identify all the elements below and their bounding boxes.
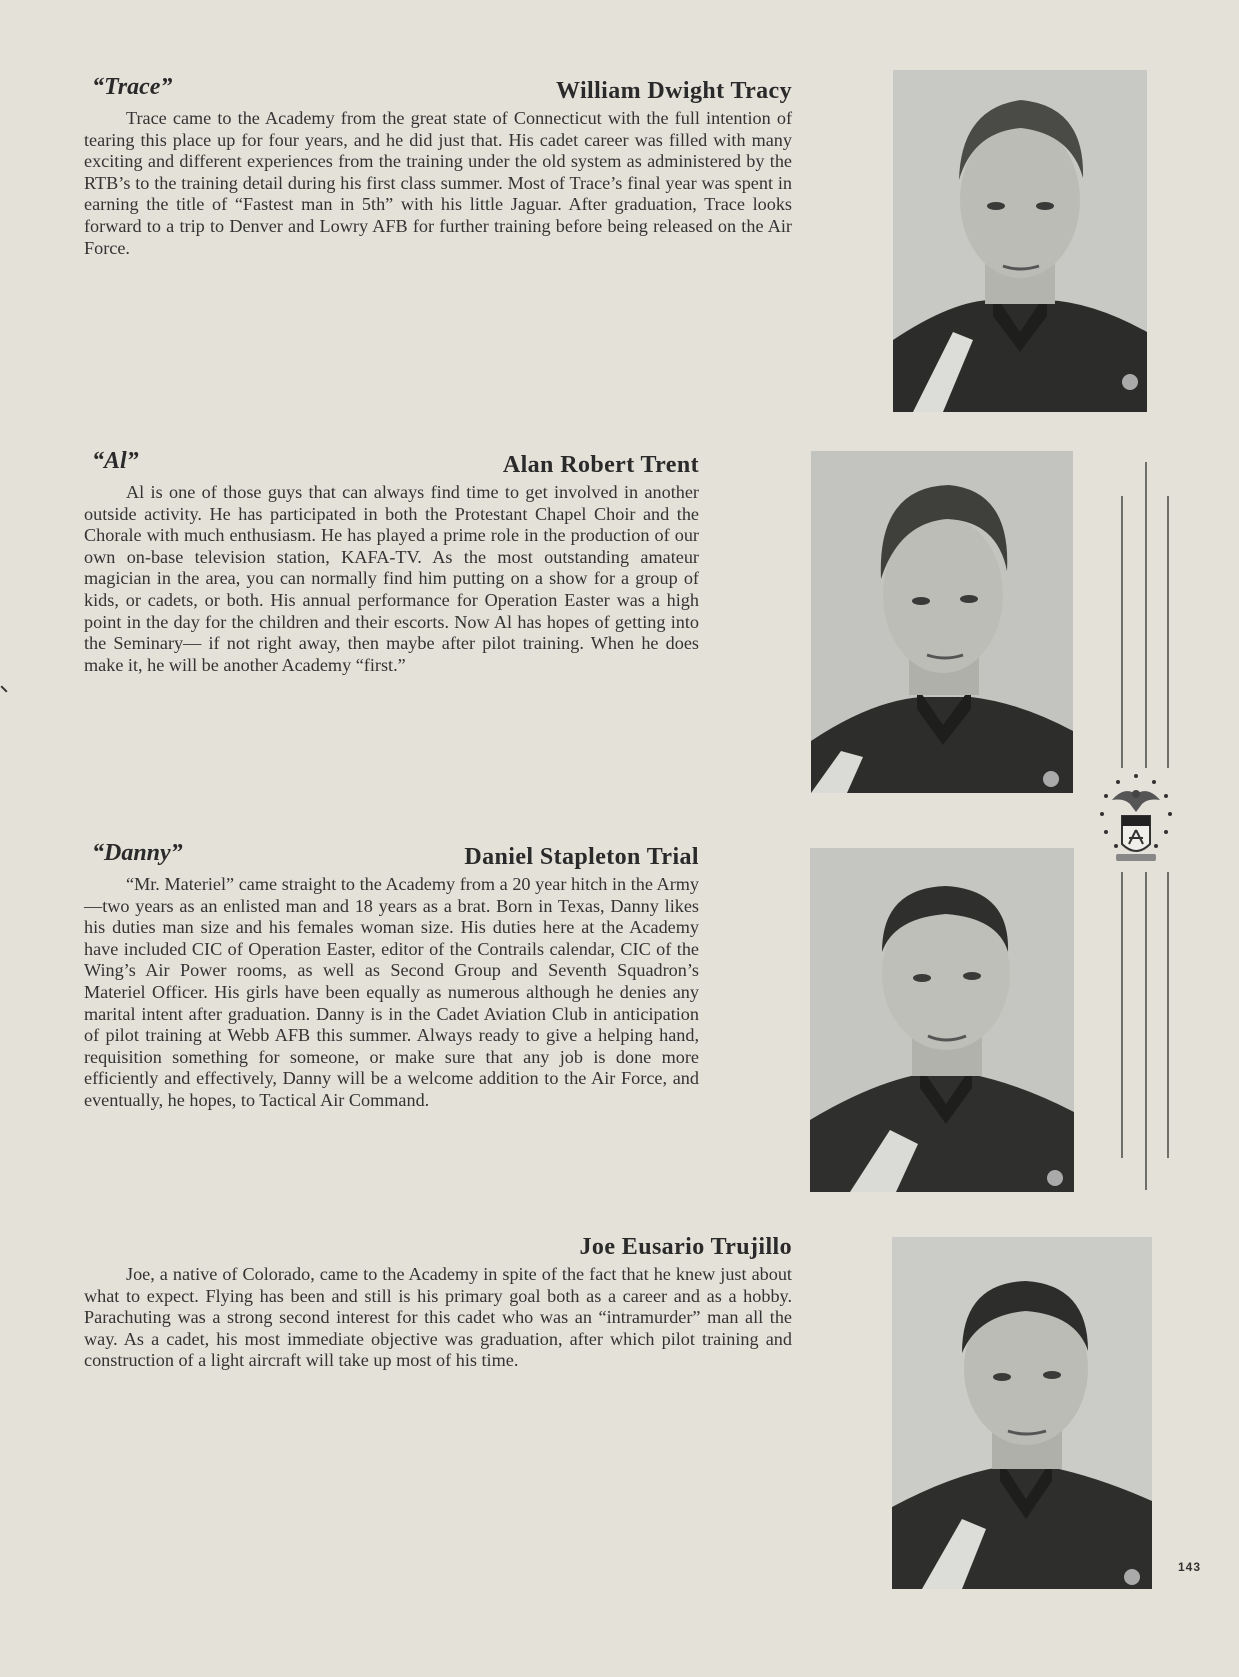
cadet-entry-trial bbox=[84, 840, 699, 1112]
scan-mark bbox=[0, 685, 7, 692]
cadet-nickname: “Al” bbox=[92, 448, 139, 474]
decorative-rule bbox=[1121, 872, 1123, 1158]
portrait-photo-icon bbox=[811, 451, 1073, 793]
cadet-entry-trujillo bbox=[84, 1230, 792, 1372]
cadet-name: Alan Robert Trent bbox=[502, 452, 699, 478]
cadet-nickname: “Danny” bbox=[92, 840, 183, 866]
entry-header bbox=[84, 448, 699, 478]
portrait-photo-trial bbox=[810, 848, 1074, 1192]
portrait-photo-icon bbox=[892, 1237, 1152, 1589]
portrait-photo-trent bbox=[811, 451, 1073, 793]
portrait-photo-icon bbox=[893, 70, 1147, 412]
portrait-photo-icon bbox=[810, 848, 1074, 1192]
cadet-nickname: “Trace” bbox=[92, 74, 173, 100]
entry-header bbox=[84, 74, 792, 104]
decorative-rule bbox=[1167, 872, 1169, 1158]
cadet-entry-trent bbox=[84, 448, 699, 676]
cadet-biography: Joe, a native of Colorado, came to the Academy in spite of the fact that he knew just about what to expect. Flying has been and still is his primary goal both as a career and as a hobby. Parachuting was a strong second interest for this cadet who was an “intramurder” man all the way. As a cadet, his most immediate objective was graduation, after which pilot training and construction of a light aircraft will take up most of his time. bbox=[84, 1264, 792, 1371]
decorative-rule bbox=[1145, 462, 1147, 768]
cadet-name: William Dwight Tracy bbox=[556, 78, 792, 104]
entry-header bbox=[84, 840, 699, 870]
decorative-rule bbox=[1121, 496, 1123, 768]
cadet-biography: “Mr. Materiel” came straight to the Academy from a 20 year hitch in the Army—two years as an enlisted man and 18 years as a brat. Born in Texas, Danny likes his duties man size and his females woman size. His duties here at the Academy have included CIC of Operation Easter, editor of the Contrails calendar, CIC of the Wing’s Air Power rooms, as well as Second Group and Seventh Squadron’s Materiel Officer. His girls have been equally as numerous although he denies any marital intent after graduation. Danny is in the Cadet Aviation Club in anticipation of pilot training at Webb AFB this summer. Always ready to give a helping hand, requisition something for someone, or make sure that any job is done more efficiently and effectively, Danny will be a welcome addition to the Air Force, and eventually, he hopes, to Tactical Air Command. bbox=[84, 874, 699, 1110]
cadet-biography: Trace came to the Academy from the great state of Connecticut with the full intention of tearing this place up for four years, and he did just that. His cadet career was filled with many exciting and different experiences from the training under the old system as administered by the RTB’s to the training detail during his first class summer. Most of Trace’s final year was spent in earning the title of “Fastest man in 5th” with his little Jaguar. After graduation, Trace looks forward to a trip to Denver and Lowry AFB for further training before being released on the Air Force. bbox=[84, 108, 792, 258]
decorative-rule bbox=[1167, 496, 1169, 768]
cadet-name: Joe Eusario Trujillo bbox=[579, 1234, 792, 1260]
page-number: 143 bbox=[1178, 1560, 1202, 1574]
decorative-rule bbox=[1145, 872, 1147, 1190]
portrait-photo-trujillo bbox=[892, 1237, 1152, 1589]
cadet-name: Daniel Stapleton Trial bbox=[464, 844, 699, 870]
cadet-entry-tracy bbox=[84, 74, 792, 259]
air-force-academy-crest-icon bbox=[1096, 772, 1176, 868]
entry-header bbox=[84, 1230, 792, 1260]
portrait-photo-tracy bbox=[893, 70, 1147, 412]
cadet-biography: Al is one of those guys that can always find time to get involved in another outside activity. He has participated in both the Protestant Chapel Choir and the Chorale with much enthusiasm. He has played a prime role in the production of our own on-base television station, KAFA-TV. As the most outstanding amateur magician in the area, you can normally find him putting on a show for a group of kids, or cadets, or both. His annual performance for Operation Easter was a high point in the day for the children and their escorts. Now Al has hopes of getting into the Seminary— if not right away, then maybe after pilot training. When he does make it, he will be another Academy “first.” bbox=[84, 482, 699, 675]
